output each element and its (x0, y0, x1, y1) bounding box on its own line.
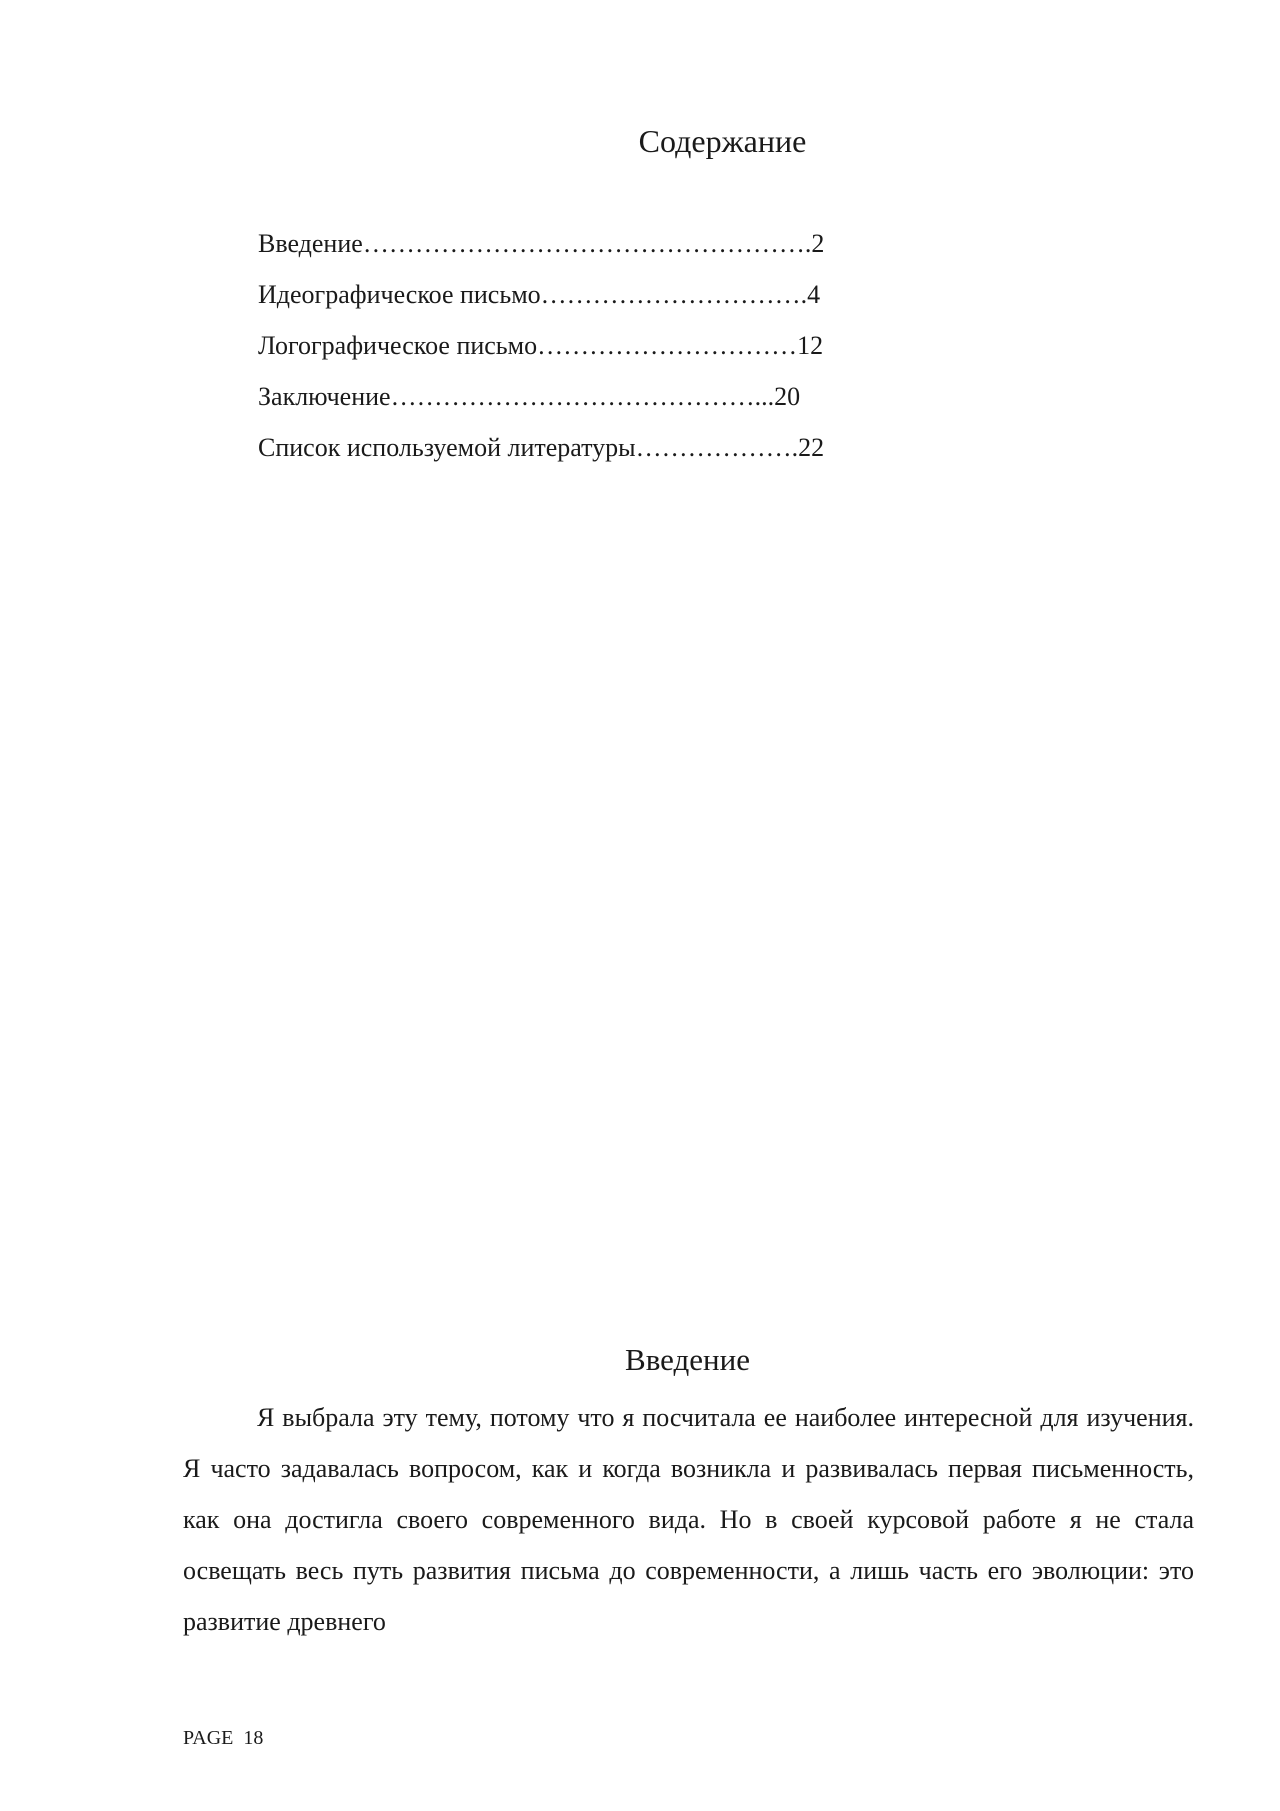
toc-entry (258, 422, 824, 473)
toc-entry-page: 2 (811, 229, 825, 258)
toc-entry-leader: ………………………… (537, 331, 798, 360)
toc-entry (258, 218, 824, 269)
toc-entry-title: Логографическое письмо (258, 331, 538, 360)
toc-entry-leader: …………………………. (540, 280, 808, 309)
section-heading: Введение (625, 1342, 750, 1377)
toc-title: Содержание (638, 123, 807, 159)
toc-entry (258, 320, 824, 371)
toc-entry-title: Идеографическое письмо (258, 280, 541, 309)
intro-paragraph: Я выбрала эту тему, потому что я посчитала ее наиболее интересной для изучения. Я часто задавалась вопросом, как и когда возникла и развивалась первая письменность, как она достигла своего современного вида. Но в своей курсовой работе я не стала освещать весь путь развития письма до современности, а лишь часть его эволюции: это развитие древнего (183, 1403, 1194, 1636)
toc-entry-page: 22 (798, 433, 825, 462)
toc-entry-leader: ……………………………………………. (362, 229, 812, 258)
toc-entry (258, 371, 824, 422)
toc-entry-page: 12 (797, 331, 824, 360)
toc-entry-page: ..20 (761, 382, 801, 411)
toc-entry-title: Заключение (258, 382, 391, 411)
toc-entry-leader: ………………. (635, 433, 799, 462)
table-of-contents (258, 218, 824, 473)
toc-entry-title: Введение (258, 229, 363, 258)
toc-entry-leader: ……………………………………. (390, 382, 762, 411)
toc-entry-title: Список используемой литературы (258, 433, 636, 462)
toc-entry-page: 4 (807, 280, 821, 309)
toc-entry (258, 269, 824, 320)
page-number-footer: PAGE 18 (183, 1727, 264, 1749)
